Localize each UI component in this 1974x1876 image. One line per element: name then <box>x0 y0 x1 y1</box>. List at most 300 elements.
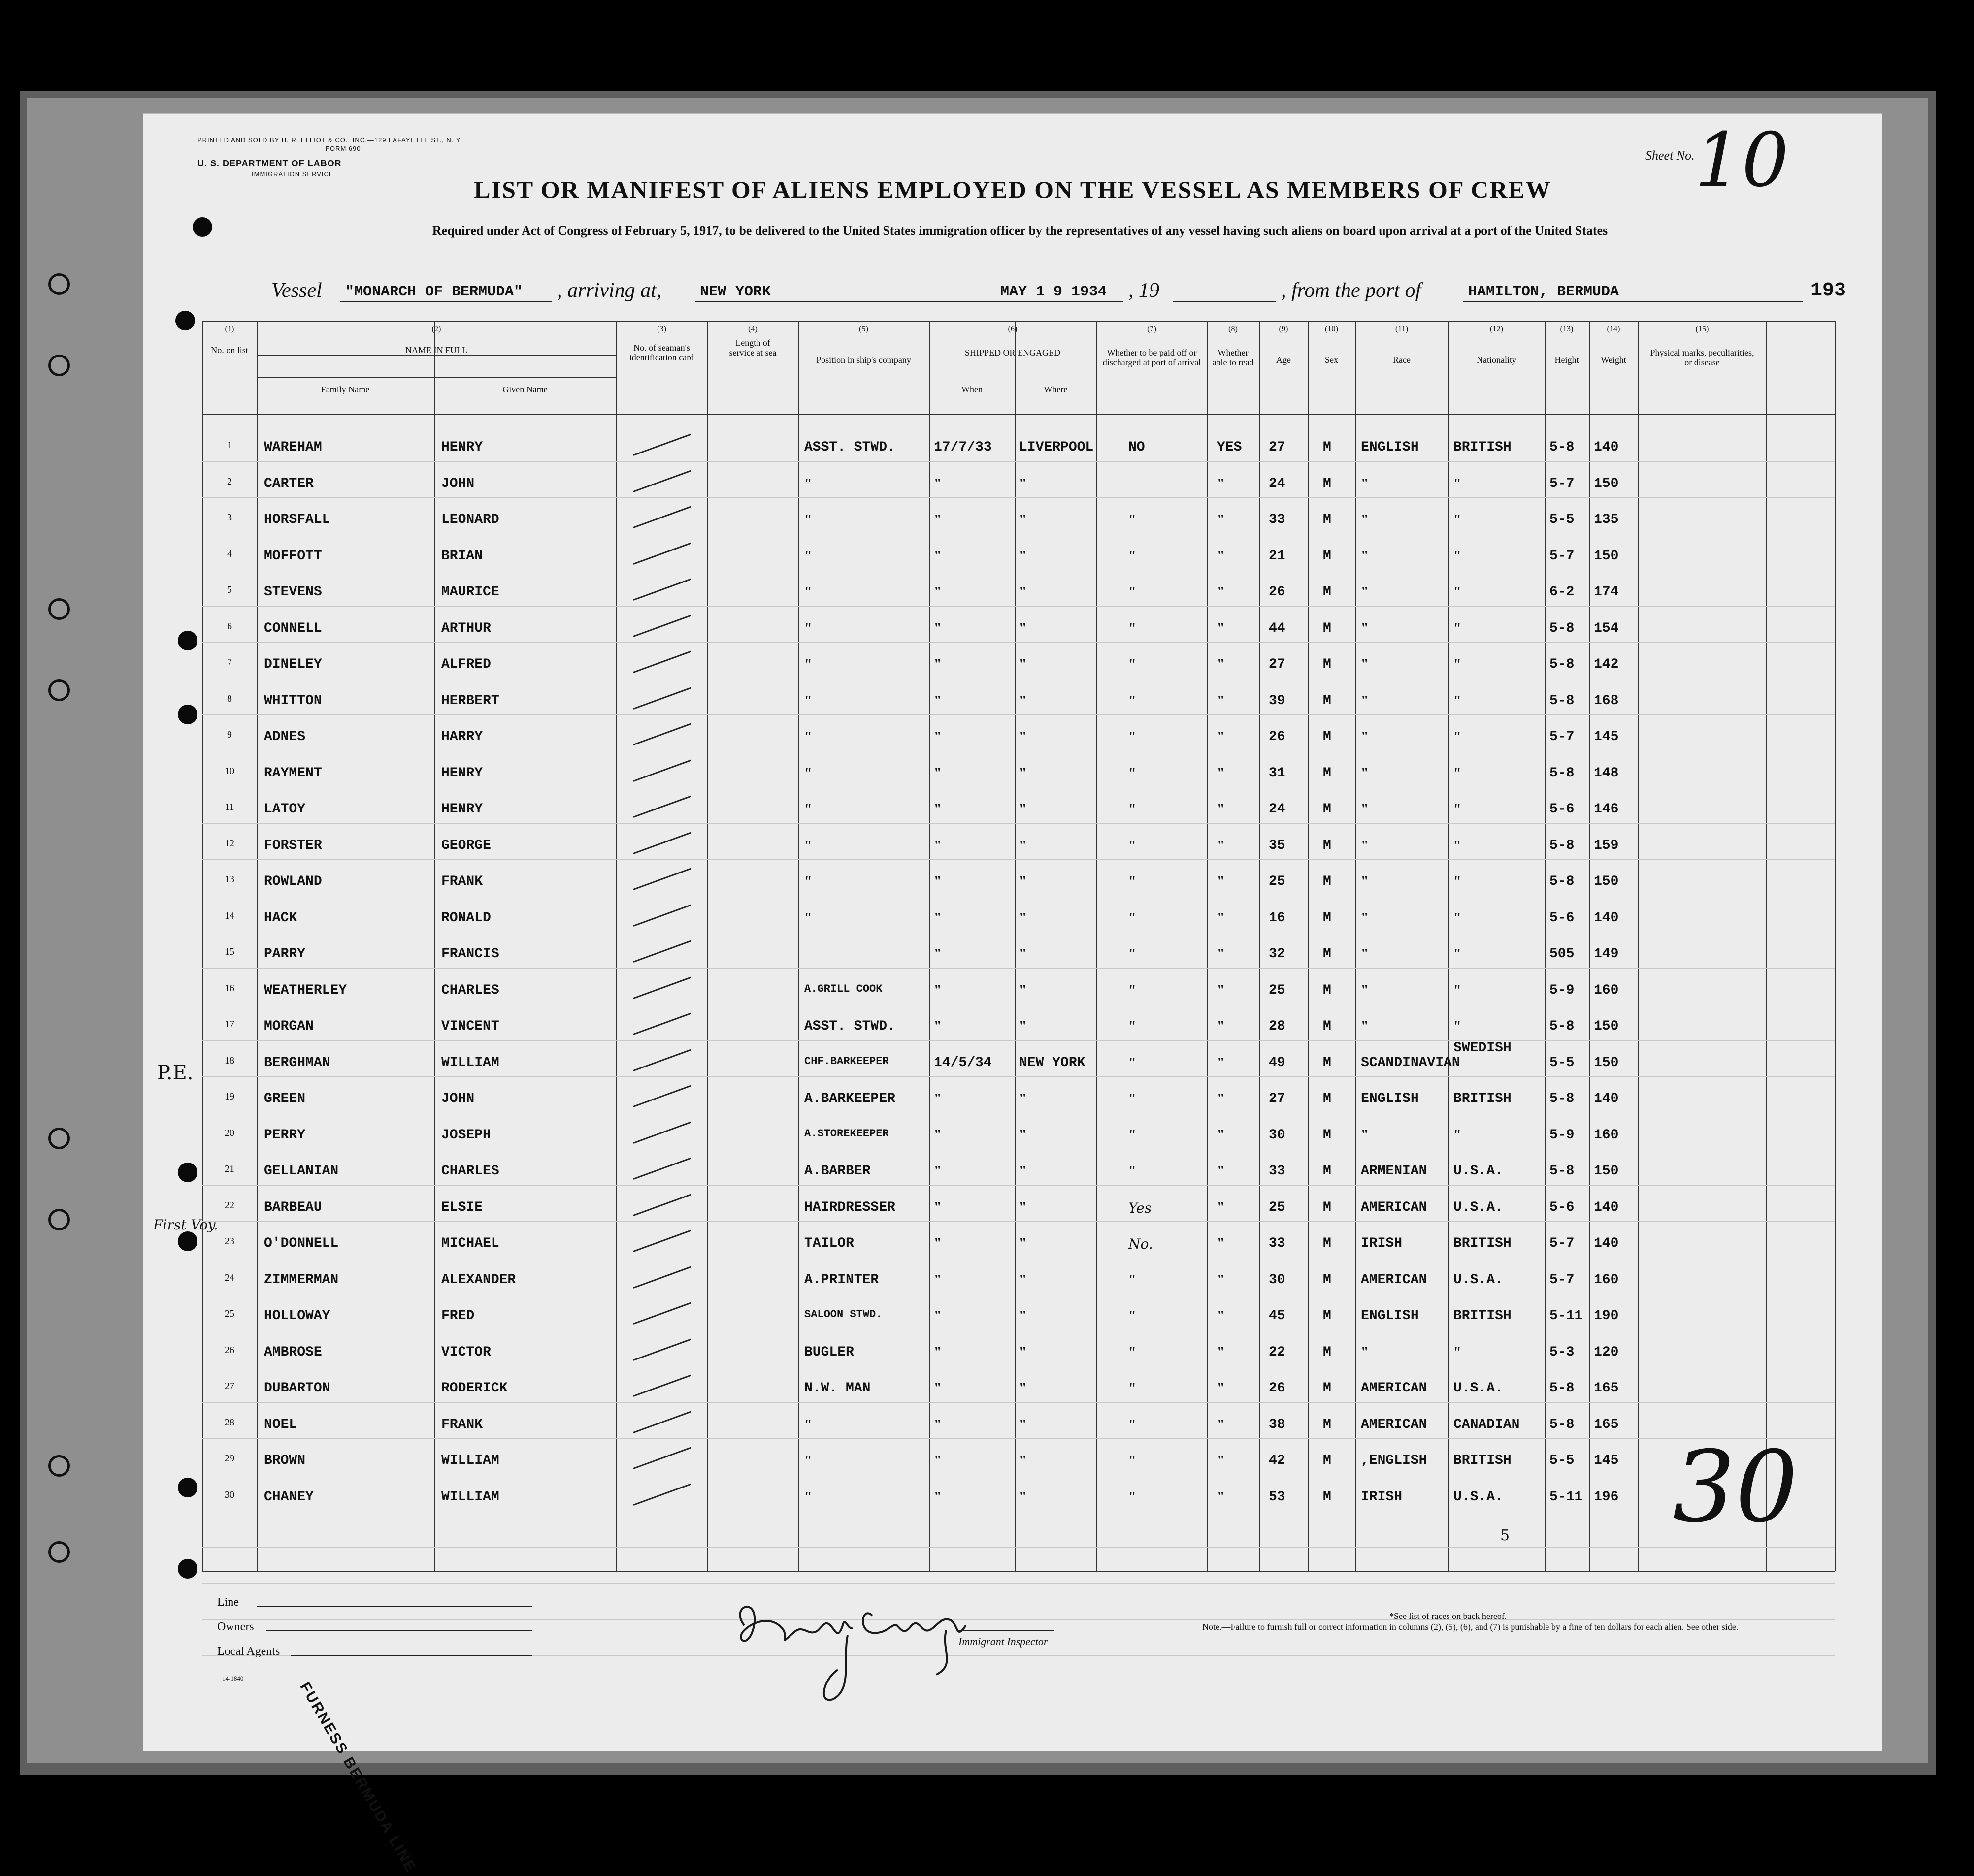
shipped-when: " <box>934 982 942 998</box>
shipped-when: " <box>934 910 942 926</box>
col12-number: (12) <box>1490 325 1503 333</box>
shipped-where: " <box>1019 1381 1027 1396</box>
fine-note: Note.—Failure to furnish full or correct information in columns (2), (5), (6), and (7) is punishable by a fine of ten dollars for each alien. See other side. <box>1202 1622 1739 1632</box>
vessel-line <box>271 279 1872 303</box>
row-number: 15 <box>225 946 234 957</box>
shipped-when: " <box>934 1272 942 1288</box>
shipped-when: " <box>934 802 942 817</box>
row-rule <box>202 1076 1835 1077</box>
shipped-where: " <box>1019 1019 1027 1034</box>
sex: M <box>1323 512 1331 527</box>
given-name: HENRY <box>441 440 483 455</box>
family-name: NOEL <box>264 1417 297 1432</box>
height: 5-11 <box>1549 1308 1583 1324</box>
position: " <box>804 1489 812 1505</box>
col14-label: Weight <box>1601 355 1626 365</box>
paid-off: " <box>1128 693 1136 709</box>
col11-number: (11) <box>1395 325 1409 333</box>
binder-hole <box>48 1128 70 1149</box>
family-name-header: Family Name <box>321 385 370 394</box>
shipped-when: " <box>934 838 942 853</box>
weight: 160 <box>1594 982 1619 998</box>
sex: M <box>1323 476 1331 491</box>
height: 5-6 <box>1549 1199 1575 1215</box>
able-to-read: " <box>1217 982 1225 998</box>
sex: M <box>1323 657 1331 672</box>
given-name: HARRY <box>441 729 483 744</box>
column-rule <box>1545 321 1546 1571</box>
given-name: CHARLES <box>441 1164 499 1179</box>
weight: 140 <box>1594 910 1619 926</box>
nationality: " <box>1453 802 1461 817</box>
punch-hole <box>175 311 195 330</box>
given-name: WILLIAM <box>441 1055 499 1070</box>
sex: M <box>1323 910 1331 926</box>
weight: 135 <box>1594 512 1619 527</box>
manifest-sheet <box>143 113 1882 1876</box>
family-name: FORSTER <box>264 838 322 853</box>
row-number: 13 <box>225 874 234 885</box>
id-card-dash-mark <box>633 542 691 565</box>
binder-hole <box>48 273 70 295</box>
form-code: 14-1840 <box>222 1675 244 1682</box>
row-number: 19 <box>225 1091 234 1102</box>
col6-label: SHIPPED OR ENGAGED <box>964 348 1060 357</box>
row-number: 25 <box>225 1308 234 1319</box>
col4-label: Length of service at sea <box>729 338 777 357</box>
height: 5-8 <box>1549 620 1575 636</box>
given-name: ELSIE <box>441 1199 483 1215</box>
weight: 145 <box>1594 1453 1619 1468</box>
binder-hole <box>48 1541 70 1563</box>
race: " <box>1361 1344 1369 1360</box>
age: 26 <box>1269 584 1285 600</box>
height: 6-2 <box>1549 584 1575 600</box>
sex: M <box>1323 620 1331 636</box>
vessel-name: "MONARCH OF BERMUDA" <box>345 284 523 300</box>
vessel-label: Vessel <box>271 279 322 302</box>
column-rule <box>707 321 708 1571</box>
position: " <box>804 657 812 672</box>
row-number: 11 <box>225 802 234 812</box>
arrival-port: NEW YORK <box>700 284 771 300</box>
able-to-read: " <box>1217 1019 1225 1034</box>
age: 32 <box>1269 946 1285 962</box>
height: 5-3 <box>1549 1344 1575 1360</box>
row-number: 24 <box>225 1272 234 1283</box>
shipped-when: " <box>934 1417 942 1432</box>
family-name: WAREHAM <box>264 440 322 455</box>
row-number: 16 <box>225 982 234 994</box>
family-name: PARRY <box>264 946 306 962</box>
id-card-dash-mark <box>633 940 691 963</box>
id-card-dash-mark <box>633 1374 691 1397</box>
nationality: BRITISH <box>1453 1091 1512 1106</box>
id-card-dash-mark <box>633 1266 691 1289</box>
height: 5-6 <box>1549 910 1575 926</box>
shipped-where: " <box>1019 657 1027 672</box>
family-name: BROWN <box>264 1453 306 1468</box>
weight: 154 <box>1594 620 1619 636</box>
family-name: O'DONNELL <box>264 1236 339 1251</box>
id-card-dash-mark <box>633 1302 691 1325</box>
row-number: 20 <box>225 1127 234 1138</box>
paid-off: " <box>1128 620 1136 636</box>
position: " <box>804 802 812 817</box>
column-rule <box>1015 321 1016 1571</box>
shipped-where: " <box>1019 765 1027 781</box>
year-label: , 19 <box>1128 279 1159 302</box>
row-rule <box>202 859 1835 860</box>
height: 5-8 <box>1549 1091 1575 1106</box>
position: " <box>804 548 812 564</box>
height: 5-8 <box>1549 1019 1575 1034</box>
row-number: 17 <box>225 1019 234 1030</box>
col15-label: Physical marks, peculiarities, or disease <box>1650 348 1754 367</box>
height: 5-7 <box>1549 1272 1575 1288</box>
height: 5-8 <box>1549 765 1575 781</box>
id-card-dash-mark <box>633 1012 691 1035</box>
family-name: RAYMENT <box>264 765 322 781</box>
family-name: MOFFOTT <box>264 548 322 564</box>
given-name: FRANK <box>441 1417 483 1432</box>
shipped-when: " <box>934 620 942 636</box>
height: 5-6 <box>1549 802 1575 817</box>
column-rule <box>798 321 799 1571</box>
age: 35 <box>1269 838 1285 853</box>
given-name: FRANCIS <box>441 946 499 962</box>
weight: 165 <box>1594 1417 1619 1432</box>
punch-hole <box>178 1559 197 1579</box>
nationality: " <box>1453 910 1461 926</box>
nationality: BRITISH <box>1453 1308 1512 1324</box>
col7-number: (7) <box>1147 325 1156 333</box>
nationality: " <box>1453 874 1461 889</box>
position: " <box>804 512 812 527</box>
paid-off: " <box>1128 1091 1136 1106</box>
column-rule <box>929 321 930 1571</box>
able-to-read: " <box>1217 1164 1225 1179</box>
family-name: BERGHMAN <box>264 1055 330 1070</box>
position: " <box>804 1417 812 1432</box>
shipped-when: " <box>934 946 942 962</box>
shipped-when: " <box>934 729 942 744</box>
shipped-when: " <box>934 1127 942 1143</box>
sex: M <box>1323 1164 1331 1179</box>
shipped-when: " <box>934 874 942 889</box>
row-number: 5 <box>227 584 232 595</box>
shipped-where: " <box>1019 1164 1027 1179</box>
given-name: VINCENT <box>441 1019 499 1034</box>
id-card-dash-mark <box>633 1338 691 1361</box>
column-rule <box>1096 321 1097 1571</box>
from-label: , from the port of <box>1281 279 1421 302</box>
row-rule <box>202 497 1835 498</box>
race: " <box>1361 1019 1369 1034</box>
header-rule <box>202 321 1835 322</box>
sex: M <box>1323 729 1331 744</box>
sub-header-rule <box>257 377 616 378</box>
paid-off: No. <box>1128 1236 1153 1252</box>
row-number: 27 <box>225 1381 234 1391</box>
row-rule <box>202 968 1835 969</box>
punch-hole <box>178 631 197 650</box>
shipped-where: LIVERPOOL <box>1019 440 1094 455</box>
given-name: VICTOR <box>441 1344 491 1360</box>
position: N.W. MAN <box>804 1381 871 1396</box>
shipped-when: " <box>934 512 942 527</box>
nationality: " <box>1453 548 1461 564</box>
service-name: IMMIGRATION SERVICE <box>252 170 334 178</box>
shipped-where: " <box>1019 1199 1027 1215</box>
able-to-read: " <box>1217 1344 1225 1360</box>
row-number: 2 <box>227 476 232 487</box>
age: 45 <box>1269 1308 1285 1324</box>
age: 22 <box>1269 1344 1285 1360</box>
where-header: Where <box>1044 385 1068 394</box>
shipped-when: " <box>934 584 942 600</box>
position: " <box>804 584 812 600</box>
race: AMERICAN <box>1361 1199 1427 1215</box>
paid-off: " <box>1128 657 1136 672</box>
id-card-dash-mark <box>633 1411 691 1433</box>
sex: M <box>1323 1236 1331 1251</box>
shipped-where: " <box>1019 982 1027 998</box>
position: A.BARBER <box>804 1164 871 1179</box>
race: " <box>1361 693 1369 709</box>
shipped-where: " <box>1019 548 1027 564</box>
col5-label: Position in ship's company <box>816 355 911 365</box>
col7-label: Whether to be paid off or discharged at port of arrival <box>1102 348 1201 367</box>
age: 30 <box>1269 1272 1285 1288</box>
position: ASST. STWD. <box>804 440 895 455</box>
sex: M <box>1323 1055 1331 1070</box>
given-name: JOHN <box>441 476 475 491</box>
given-name: WILLIAM <box>441 1489 499 1505</box>
underline <box>257 1606 532 1607</box>
position: HAIRDRESSER <box>804 1199 895 1215</box>
id-card-dash-mark <box>633 832 691 854</box>
shipped-when: " <box>934 476 942 491</box>
weight: 159 <box>1594 838 1619 853</box>
shipped-when: " <box>934 1164 942 1179</box>
nationality: " <box>1453 476 1461 491</box>
pe-annotation: P.E. <box>157 1062 194 1084</box>
able-to-read: " <box>1217 910 1225 926</box>
header-rule <box>202 414 1835 415</box>
race: ,ENGLISH <box>1361 1453 1427 1468</box>
col3-number: (3) <box>657 325 666 333</box>
row-rule <box>202 1547 1835 1548</box>
height: 5-8 <box>1549 657 1575 672</box>
given-name: CHARLES <box>441 982 499 998</box>
race: " <box>1361 657 1369 672</box>
nationality: " <box>1453 982 1461 998</box>
sex: M <box>1323 1272 1331 1288</box>
when-header: When <box>961 385 983 394</box>
family-name: GELLANIAN <box>264 1164 339 1179</box>
race: " <box>1361 838 1369 853</box>
given-name: JOSEPH <box>441 1127 491 1143</box>
height: 5-5 <box>1549 1453 1575 1468</box>
col6-number: (6) <box>1008 325 1018 333</box>
given-name: WILLIAM <box>441 1453 499 1468</box>
position: " <box>804 1453 812 1468</box>
weight: 140 <box>1594 1091 1619 1106</box>
sex: M <box>1323 765 1331 781</box>
paid-off: " <box>1128 548 1136 564</box>
position: " <box>804 838 812 853</box>
column-rule <box>1355 321 1356 1571</box>
given-name: HENRY <box>441 765 483 781</box>
shipped-when: " <box>934 693 942 709</box>
age: 21 <box>1269 548 1285 564</box>
manifest-table <box>202 321 1835 1571</box>
shipped-where: " <box>1019 1453 1027 1468</box>
race: " <box>1361 476 1369 491</box>
id-card-dash-mark <box>633 723 691 745</box>
race: " <box>1361 548 1369 564</box>
race: " <box>1361 946 1369 962</box>
family-name: HOLLOWAY <box>264 1308 330 1324</box>
weight: 165 <box>1594 1381 1619 1396</box>
family-name: WEATHERLEY <box>264 982 347 998</box>
paid-off: " <box>1128 729 1136 744</box>
height: 5-8 <box>1549 1164 1575 1179</box>
family-name: PERRY <box>264 1127 306 1143</box>
column-rule <box>1207 321 1208 1571</box>
height: 5-8 <box>1549 838 1575 853</box>
column-rule <box>1766 321 1767 1571</box>
able-to-read: " <box>1217 1272 1225 1288</box>
height: 5-7 <box>1549 1236 1575 1251</box>
page-number: 193 <box>1810 280 1846 302</box>
column-rule <box>1259 321 1260 1571</box>
row-number: 30 <box>225 1489 234 1500</box>
position: CHF.BARKEEPER <box>804 1055 889 1067</box>
family-name: ROWLAND <box>264 874 322 889</box>
position: " <box>804 693 812 709</box>
paid-off: " <box>1128 1127 1136 1143</box>
position: " <box>804 729 812 744</box>
sex: M <box>1323 1453 1331 1468</box>
shipped-when: " <box>934 548 942 564</box>
shipped-where: " <box>1019 874 1027 889</box>
department-name: U. S. DEPARTMENT OF LABOR <box>197 159 342 168</box>
age: 25 <box>1269 1199 1285 1215</box>
shipped-where: " <box>1019 729 1027 744</box>
row-rule <box>202 1185 1835 1186</box>
punch-hole <box>178 705 197 724</box>
col8-label: Whether able to read <box>1212 348 1254 367</box>
sex: M <box>1323 1019 1331 1034</box>
given-name: FRED <box>441 1308 475 1324</box>
nationality: U.S.A. <box>1453 1199 1503 1215</box>
weight: 160 <box>1594 1127 1619 1143</box>
shipped-when: " <box>934 1236 942 1251</box>
family-name: MORGAN <box>264 1019 314 1034</box>
height: 5-9 <box>1549 982 1575 998</box>
sex: M <box>1323 982 1331 998</box>
position: TAILOR <box>804 1236 854 1251</box>
shipped-where: " <box>1019 838 1027 853</box>
table-bottom-rule <box>202 1571 1835 1572</box>
row-rule <box>202 1438 1835 1439</box>
row-number: 23 <box>225 1236 234 1247</box>
race: ARMENIAN <box>1361 1164 1427 1179</box>
race: SCANDINAVIAN <box>1361 1055 1460 1070</box>
age: 33 <box>1269 1164 1285 1179</box>
col2-label: NAME IN FULL <box>405 345 467 355</box>
row-number: 7 <box>227 657 232 668</box>
id-card-dash-mark <box>633 1447 691 1469</box>
paid-off: " <box>1128 802 1136 817</box>
position: A.BARKEEPER <box>804 1091 895 1106</box>
shipped-when: " <box>934 1199 942 1215</box>
id-card-dash-mark <box>633 1229 691 1252</box>
row-rule <box>202 1221 1835 1222</box>
line-label: Line <box>217 1596 239 1609</box>
weight: 150 <box>1594 874 1619 889</box>
nationality: BRITISH <box>1453 1236 1512 1251</box>
given-name: LEONARD <box>441 512 499 527</box>
row-rule <box>202 714 1835 715</box>
arriving-label: , arriving at, <box>557 279 662 302</box>
able-to-read: " <box>1217 1199 1225 1215</box>
shipped-where: " <box>1019 1344 1027 1360</box>
shipped-when: " <box>934 1091 942 1106</box>
underline <box>291 1655 532 1656</box>
able-to-read: " <box>1217 548 1225 564</box>
weight: 160 <box>1594 1272 1619 1288</box>
id-card-dash-mark <box>633 1157 691 1180</box>
shipped-where: " <box>1019 1417 1027 1432</box>
row-rule <box>202 823 1835 824</box>
inspector-label: Immigrant Inspector <box>958 1635 1048 1648</box>
height: 5-8 <box>1549 1381 1575 1396</box>
paid-off: " <box>1128 910 1136 926</box>
printer-note <box>197 136 462 153</box>
underline <box>956 1630 1054 1631</box>
family-name: BARBEAU <box>264 1199 322 1215</box>
age: 25 <box>1269 982 1285 998</box>
able-to-read: " <box>1217 1127 1225 1143</box>
id-card-dash-mark <box>633 1049 691 1071</box>
shipped-when: " <box>934 1381 942 1396</box>
page-subtitle: Required under Act of Congress of February 5, 1917, to be delivered to the United States immigration officer by the representatives of any vessel having such aliens on board upon arrival at a port of the United States <box>432 224 1608 238</box>
underline <box>340 301 552 302</box>
sex: M <box>1323 548 1331 564</box>
weight: 142 <box>1594 657 1619 672</box>
row-rule <box>202 1583 1835 1584</box>
given-name: ALFRED <box>441 657 491 672</box>
row-rule <box>202 1402 1835 1403</box>
position: A.STOREKEEPER <box>804 1127 889 1140</box>
paid-off: " <box>1128 946 1136 962</box>
furness-bermuda-line-stamp: FURNESS BERMUDA LINE <box>296 1680 420 1876</box>
weight: 150 <box>1594 1019 1619 1034</box>
height: 5-8 <box>1549 874 1575 889</box>
height: 5-8 <box>1549 440 1575 455</box>
height: 5-7 <box>1549 548 1575 564</box>
given-name: JOHN <box>441 1091 475 1106</box>
col4-number: (4) <box>748 325 757 333</box>
shipped-where: " <box>1019 1091 1027 1106</box>
id-card-dash-mark <box>633 470 691 492</box>
given-name: RONALD <box>441 910 491 926</box>
family-name: WHITTON <box>264 693 322 709</box>
height: 5-8 <box>1549 1417 1575 1432</box>
